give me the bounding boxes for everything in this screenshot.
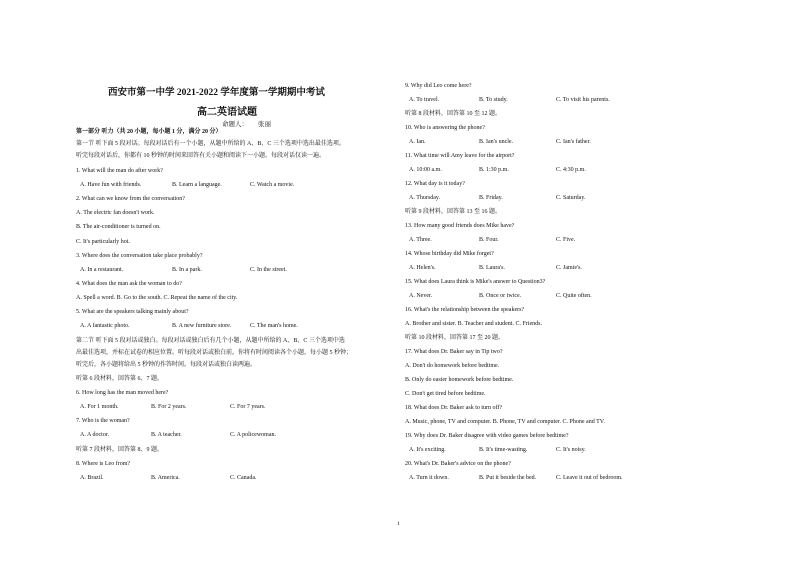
option-b: B. Four. — [479, 237, 499, 243]
question-line: 19. Why does Dr. Baker disagree with video games before bedtime? — [405, 433, 569, 439]
question-line: 2. What can we know from the conversation? — [76, 196, 185, 203]
question-line: 8. Where is Leo from? — [76, 460, 131, 467]
option-b: B. Laura's. — [479, 265, 505, 271]
option-b: B. Once or twice. — [479, 293, 522, 299]
question-line: 听第 8 段材料，回答第 10 至 12 题。 — [405, 111, 502, 117]
question-line: B. Only do easier homework before bedtime. — [405, 377, 514, 383]
section2-intro-1: 第二节 听下面 5 段对话或独白。每段对话或独白后有几个小题，从题中所给的 A、B、C 三个选项中选 — [76, 338, 345, 344]
question-line: 15. What does Laura think is Mike's answer to Question3? — [405, 279, 546, 285]
option-b: B. Learn a language. — [172, 182, 222, 189]
option-b: B. Ian's uncle. — [479, 139, 514, 145]
option-c: C. A policewoman. — [230, 432, 276, 439]
option-c: C. Ian's father. — [556, 139, 591, 145]
question-line: 17. What does Dr. Baker say in Tip two? — [405, 349, 503, 355]
option-b: B. Put it beside the bed. — [479, 475, 537, 481]
question-line: C. It's particularly hot. — [76, 238, 130, 245]
option-c: C. In the street. — [250, 266, 287, 273]
question-line: 听第 6 段材料，回答第 6、7 题。 — [76, 376, 164, 382]
option-c: C. 4:30 p.m. — [556, 167, 586, 173]
option-a: A. For 1 month. — [80, 404, 119, 411]
question-line: 听第 9 段材料，回答第 13 至 16 题。 — [405, 209, 502, 215]
option-a: A. In a restaurant. — [80, 266, 124, 273]
exam-title: 西安市第一中学 2021-2022 学年度第一学期期中考试 — [108, 88, 325, 98]
option-c: C. Canada. — [230, 474, 257, 481]
question-line: A. Don't do homework before bedtime. — [405, 363, 500, 369]
option-a: A. Have fun with friends. — [80, 182, 142, 189]
option-a: A. Three. — [409, 237, 432, 243]
section2-intro-3: 听完后，各小题将给出 5 秒钟的作答时间。每段对话或独白读两遍。 — [76, 362, 257, 368]
option-c: C. Saturday. — [556, 195, 586, 201]
option-b: B. For 2 years. — [151, 404, 187, 411]
option-c: C. For 7 years. — [230, 404, 266, 411]
option-c: C. Quite often. — [556, 293, 592, 299]
option-c: C. The man's home. — [250, 323, 298, 330]
option-a: A. Helen's. — [409, 265, 436, 271]
question-line: 20. What's Dr. Baker's advice on the phone? — [405, 461, 511, 467]
option-a: A. Ian. — [409, 139, 426, 145]
author-name: 张丽 — [258, 121, 271, 128]
option-a: A. It's exciting. — [409, 447, 446, 453]
question-line: 1. What will the man do after work? — [76, 168, 163, 174]
option-b: B. A teacher. — [151, 432, 182, 439]
question-line: 听第 10 段材料，回答第 17 至 20 题。 — [405, 335, 505, 341]
question-line: C. Don't get tired before bedtime. — [405, 391, 486, 397]
option-b: B. It's time-wasting. — [479, 447, 528, 453]
section1-intro-2: 听完每段对话后，你都有 10 秒钟的时间来回答有关小题和阅读下一小题。每段对话仅读一遍。 — [76, 153, 326, 159]
option-a: A. Never. — [409, 293, 433, 299]
question-line: 10. Who is answering the phone? — [405, 125, 485, 131]
page-number: 1 — [397, 521, 400, 527]
option-a: A. A fantastic photo. — [80, 323, 130, 330]
section2-intro-2: 出最佳选项，并标在试卷的相应位置。听每段对话或独白前，你将有时间阅读各个小题，每小题 5 秒钟； — [76, 350, 353, 356]
author-label: 命题人： — [222, 121, 248, 128]
exam-subtitle: 高二英语试题 — [197, 107, 257, 118]
option-b: B. To study. — [479, 97, 508, 103]
question-line: A. Brother and sister. B. Teacher and student. C. Friends. — [405, 321, 542, 327]
option-c: C. Leave it out of bedroom. — [556, 475, 623, 481]
option-c: C. To visit his parents. — [556, 97, 610, 103]
option-a: A. To travel. — [409, 97, 440, 103]
option-a: A. 10:00 a.m. — [409, 167, 442, 173]
option-b: B. America. — [151, 474, 180, 481]
question-line: 3. Where does the conversation take place probably? — [76, 252, 203, 259]
question-line: A. The electric fan doesn't work. — [76, 210, 155, 217]
question-line: 5. What are the speakers talking mainly about? — [76, 309, 189, 315]
option-b: B. A new furniture store. — [172, 323, 232, 330]
option-c: C. Five. — [556, 237, 576, 243]
question-line: 11. What time will Amy leave for the airport? — [405, 153, 515, 159]
question-line: B. The air-conditioner is turned on. — [76, 224, 161, 231]
option-b: B. 1:30 p.m. — [479, 167, 509, 173]
question-line: 12. What day is it today? — [405, 181, 465, 187]
option-b: B. In a park. — [172, 266, 202, 273]
question-line: 6. How long has the man moved here? — [76, 390, 169, 397]
option-b: B. Friday. — [479, 195, 503, 201]
section1-intro-1: 第一节 听下面 5 段对话。每段对话后有一个小题，从题中所给的 A、B、C 三个选项中选出最佳选项。 — [76, 141, 345, 147]
section1-heading: 第一部分 听力（共 20 小题，每小题 1 分，满分 20 分） — [76, 129, 222, 135]
question-line: 13. How many good friends does Mike have? — [405, 223, 515, 229]
option-c: C. It's noisy. — [556, 447, 586, 453]
question-line: A. Music, phone, TV and computer. B. Phone, TV and computer. C. Phone and TV. — [405, 419, 605, 425]
question-line: 7. Who is the woman? — [76, 418, 130, 425]
option-a: A. A doctor. — [80, 432, 110, 439]
question-line: 16. What's the relationship between the speakers? — [405, 307, 525, 313]
question-line: 14. Whose birthday did Mike forget? — [405, 251, 494, 257]
question-line: 听第 7 段材料，回答第 8、9 题。 — [76, 446, 164, 453]
question-line: 4. What does the man ask the woman to do? — [76, 280, 182, 287]
option-a: A. Brazil. — [80, 474, 104, 481]
question-line: 18. What does Dr. Baker ask to turn off? — [405, 405, 503, 411]
question-line: 9. Why did Leo come here? — [405, 83, 472, 89]
option-c: C. Jamie's. — [556, 265, 582, 271]
option-a: A. Thursday. — [409, 195, 440, 201]
option-c: C. Watch a movie. — [250, 182, 295, 189]
question-line: A. Spell a word. B. Go to the south. C. Repeat the name of the city. — [76, 294, 238, 301]
option-a: A. Turn it down. — [409, 475, 449, 481]
